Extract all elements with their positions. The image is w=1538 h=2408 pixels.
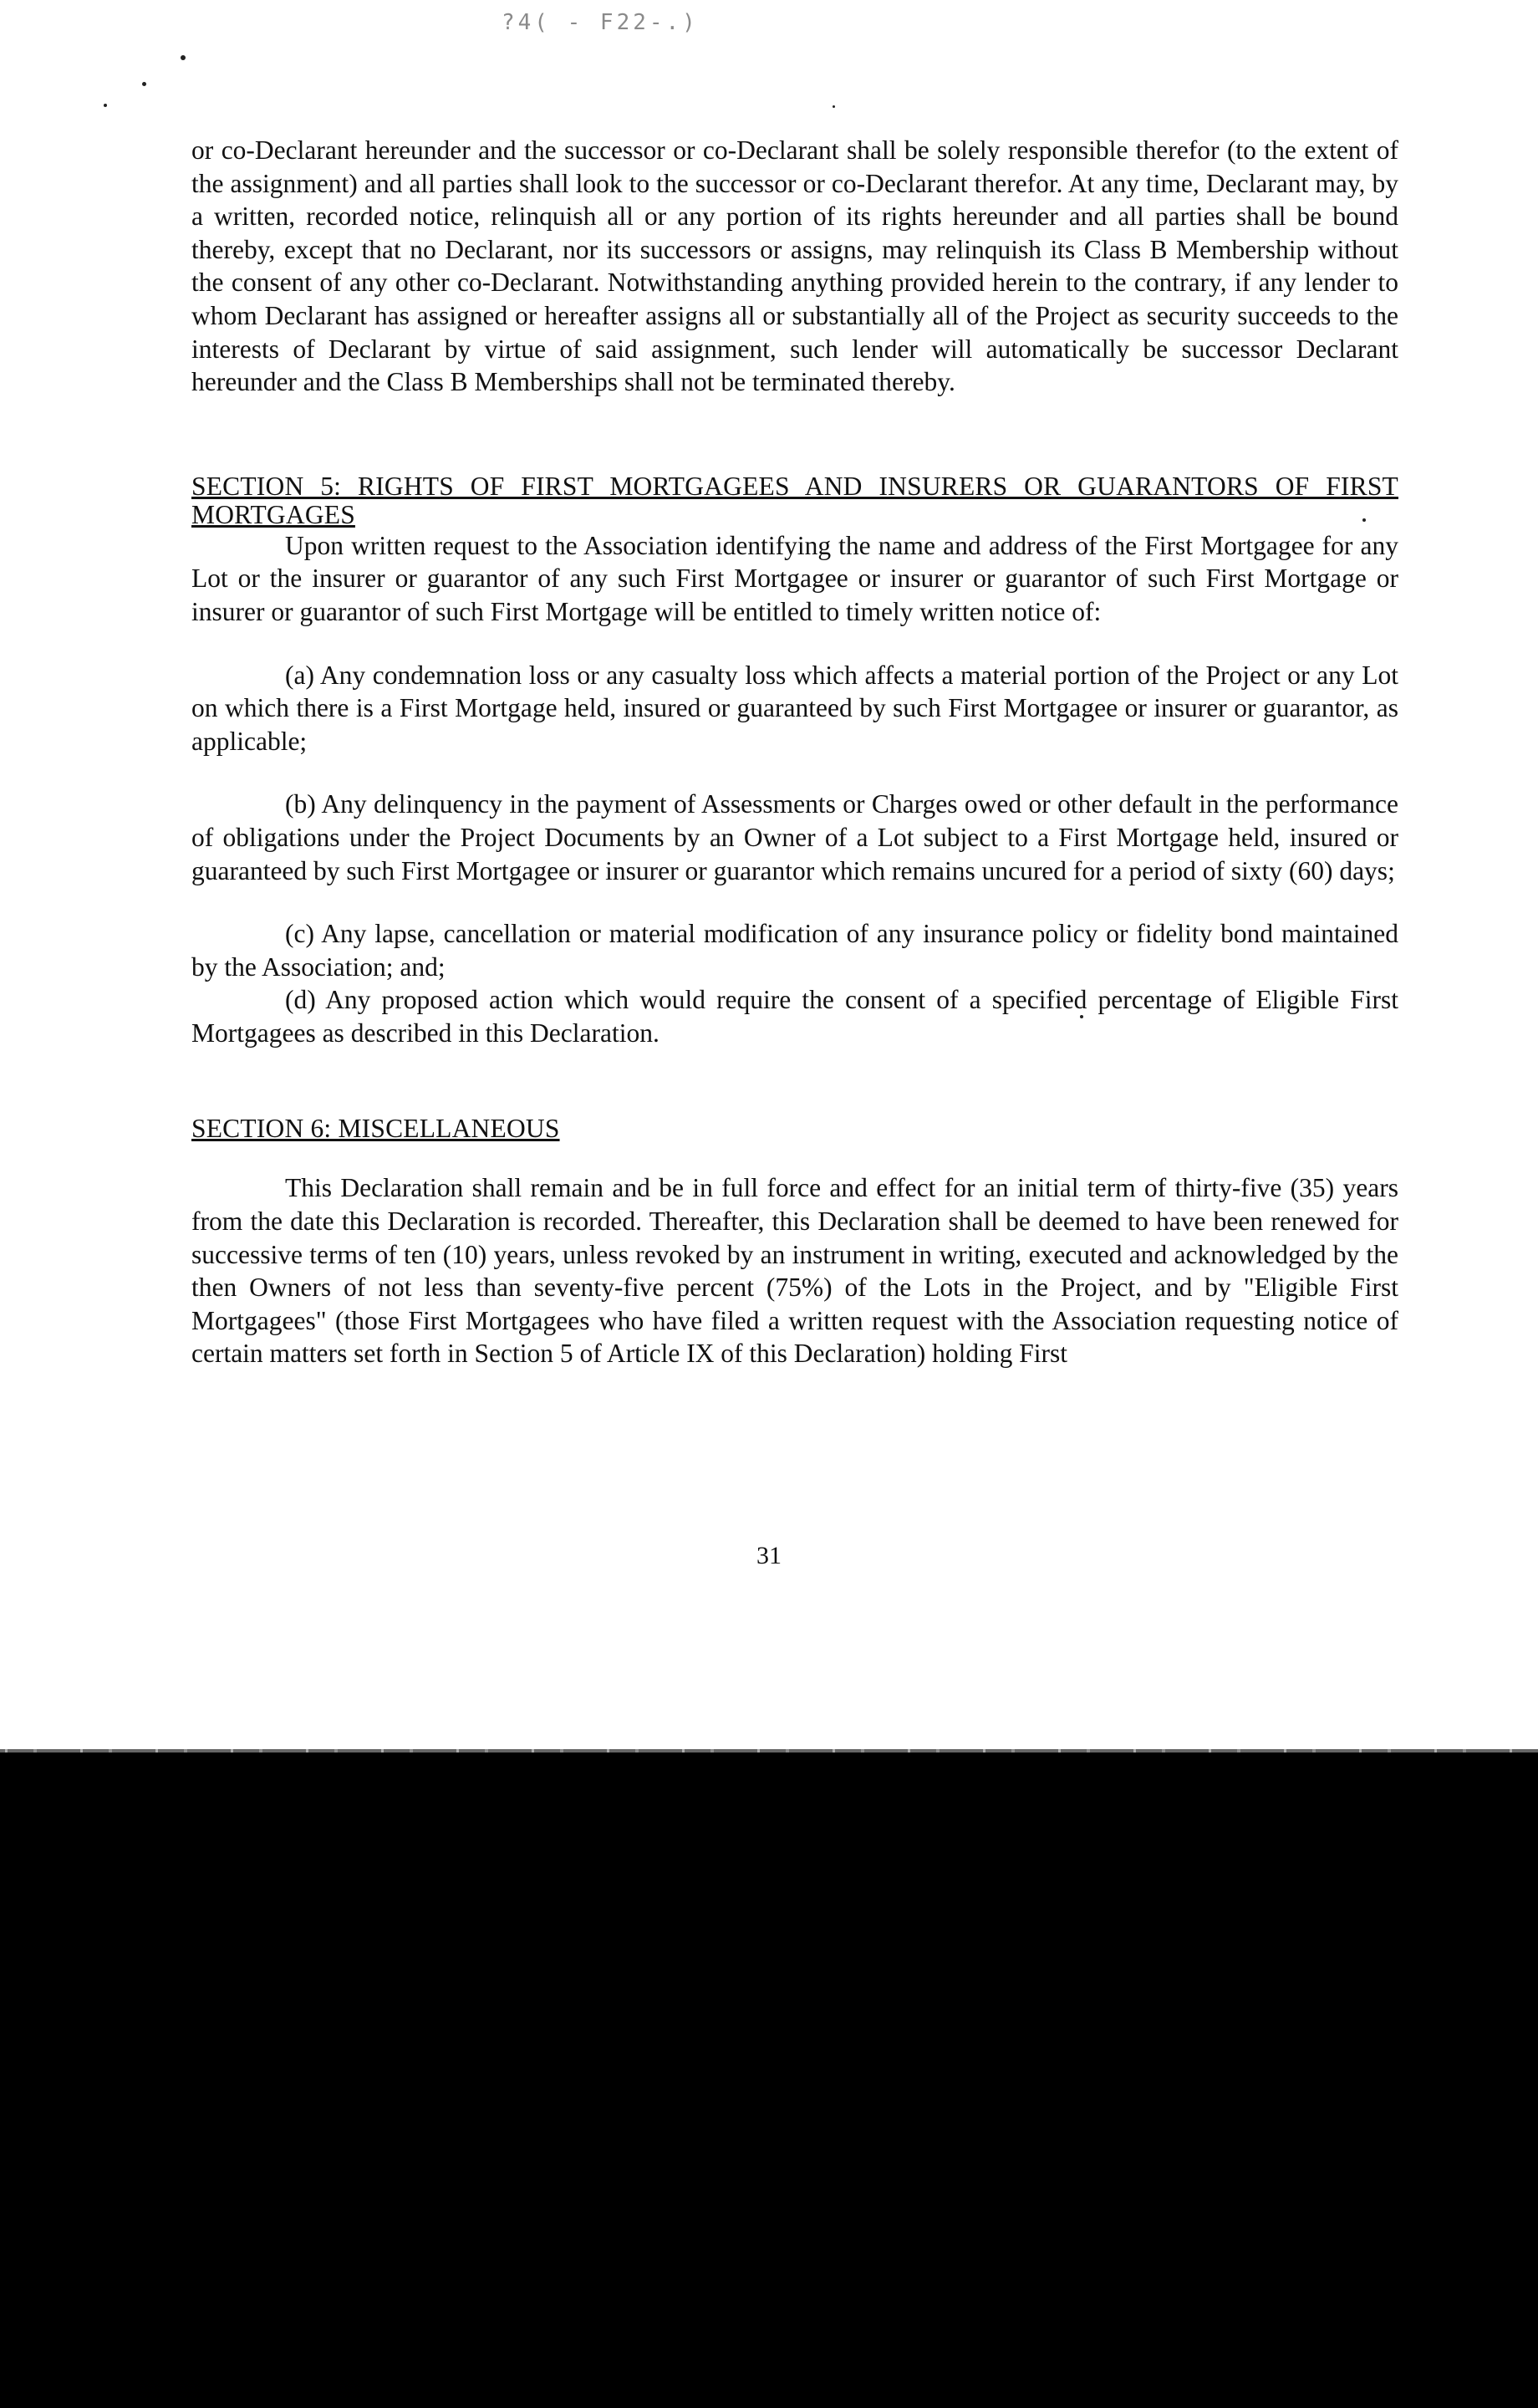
scan-speck xyxy=(104,104,107,107)
document-body xyxy=(191,134,1398,1370)
section-5-heading: SECTION 5: RIGHTS OF FIRST MORTGAGEES AND INSURERS OR GUARANTORS OF FIRST MORTGAGES xyxy=(191,471,1398,529)
page-number: 31 xyxy=(756,1542,782,1569)
list-item-a: (a) Any condemnation loss or any casualty loss which affects a material portion of the Project or any Lot on which there is a First Mortgage held, insured or guaranteed by such First Mortgagee or insurer or guarantor, as applicable; xyxy=(191,660,1398,756)
list-item-d: (d) Any proposed action which would require the consent of a specified percentage of Eligible First Mortgagees as described in this Declaration. xyxy=(191,985,1398,1048)
scan-header-stamp: ?4( - F22-.) xyxy=(502,10,699,35)
list-item-c: (c) Any lapse, cancellation or material modification of any insurance policy or fidelity bond maintained by the Association; and; xyxy=(191,919,1398,982)
scan-speck xyxy=(833,105,835,108)
scan-black-band xyxy=(0,1752,1538,2408)
scan-speck xyxy=(181,55,186,60)
section-6-heading: SECTION 6: MISCELLANEOUS xyxy=(191,1114,560,1144)
scan-speck xyxy=(142,82,146,86)
section-6-body: This Declaration shall remain and be in full force and effect for an initial term of thirty-five (35) years from the date this Declaration is recorded. Thereafter, this Declaration shall be deemed to have been renewed for successive terms of ten (10) years, unless revoked by an instrument in writing, executed and acknowledged by the then Owners of not less than seventy-five percent (75%) of the Lots in the Project, and by "Eligible First Mortgagees" (those First Mortgagees who have filed a written request with the Association requesting notice of certain matters set forth in Section 5 of Article IX of this Declaration) holding First xyxy=(191,1173,1398,1369)
intro-paragraph: or co-Declarant hereunder and the successor or co-Declarant shall be solely responsible therefor (to the extent of the assignment) and all parties shall look to the successor or co-Declarant therefor. At any time, Declarant may, by a written, recorded notice, relinquish all or any portion of its rights hereunder and all parties shall be bound thereby, except that no Declarant, nor its successors or assigns, may relinquish its Class B Membership without the consent of any other co-Declarant. Notwithstanding anything provided herein to the contrary, if any lender to whom Declarant has assigned or hereafter assigns all or substantially all of the Project as security succeeds to the interests of Declarant by virtue of said assignment, such lender will automatically be successor Declarant hereunder and the Class B Memberships shall not be terminated thereby. xyxy=(191,135,1398,397)
section-5-body: Upon written request to the Association identifying the name and address of the First Mortgagee for any Lot or the insurer or guarantor of any such First Mortgagee or insurer or guarantor of such First Mortgage or insurer or guarantor of such First Mortgage will be entitled to timely written notice of: xyxy=(191,530,1398,626)
list-item-b: (b) Any delinquency in the payment of Assessments or Charges owed or other default in the performance of obligations under the Project Documents by an Owner of a Lot subject to a First Mortgage held, insured or guaranteed by such First Mortgagee or insurer or guarantor which remains uncured for a period of sixty (60) days; xyxy=(191,789,1398,885)
